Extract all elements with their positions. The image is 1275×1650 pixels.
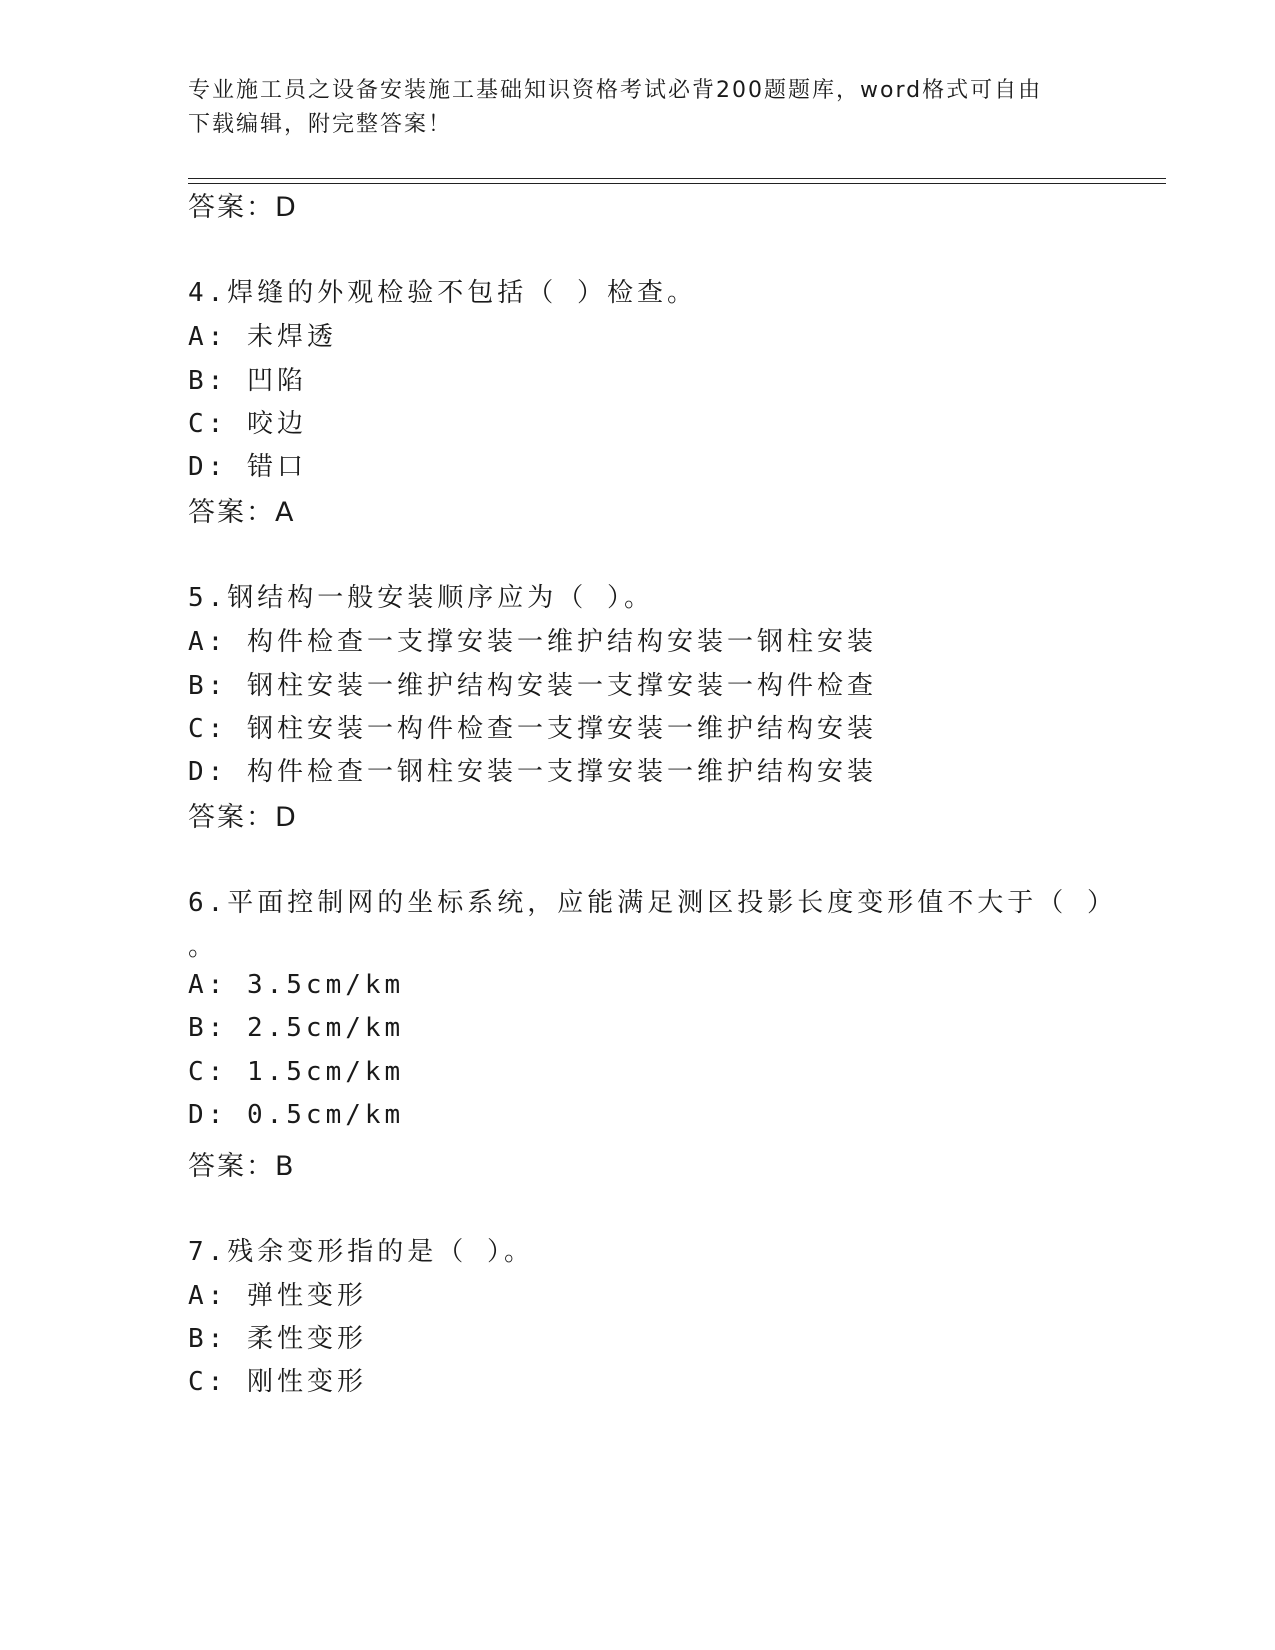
question-6-text-continued: 。: [188, 932, 219, 962]
question-4-option-a: A: 未焊透: [188, 322, 337, 352]
question-6-option-c: C: 1.5cm/km: [188, 1057, 405, 1087]
question-5-option-a: A: 构件检查一支撑安装一维护结构安装一钢柱安装: [188, 627, 877, 657]
question-6-text: 6.平面控制网的坐标系统，应能满足测区投影长度变形值不大于（ ）: [188, 888, 1117, 918]
header-divider-bottom: [188, 183, 1166, 184]
question-4-text: 4.焊缝的外观检验不包括（ ）检查。: [188, 278, 697, 308]
header-line-2: 下载编辑，附完整答案！: [188, 112, 453, 137]
question-5-text: 5.钢结构一般安装顺序应为（ ）。: [188, 583, 654, 613]
question-4-option-b: B: 凹陷: [188, 366, 307, 396]
question-4-option-c: C: 咬边: [188, 409, 307, 439]
question-5-option-c: C: 钢柱安装一构件检查一支撑安装一维护结构安装: [188, 714, 877, 744]
answer-line: 答案：D: [188, 192, 298, 223]
document-header: [188, 74, 1088, 142]
question-7-option-b: B: 柔性变形: [188, 1324, 367, 1354]
question-7-option-a: A: 弹性变形: [188, 1281, 367, 1311]
question-4-answer: 答案：A: [188, 497, 296, 528]
question-5-option-b: B: 钢柱安装一维护结构安装一支撑安装一构件检查: [188, 671, 877, 701]
question-7-option-c: C: 刚性变形: [188, 1367, 367, 1397]
question-5-option-d: D: 构件检查一钢柱安装一支撑安装一维护结构安装: [188, 757, 877, 787]
header-line-1: 专业施工员之设备安装施工基础知识资格考试必背200题题库，word格式可自由: [188, 78, 1043, 103]
question-4-option-d: D: 错口: [188, 452, 307, 482]
question-5-answer: 答案：D: [188, 802, 298, 833]
question-7-text: 7.残余变形指的是（ ）。: [188, 1237, 534, 1267]
header-divider-top: [188, 178, 1166, 179]
question-6-option-b: B: 2.5cm/km: [188, 1013, 405, 1043]
question-6-answer: 答案：B: [188, 1151, 296, 1182]
question-6-option-d: D: 0.5cm/km: [188, 1100, 405, 1130]
question-6-option-a: A: 3.5cm/km: [188, 970, 405, 1000]
